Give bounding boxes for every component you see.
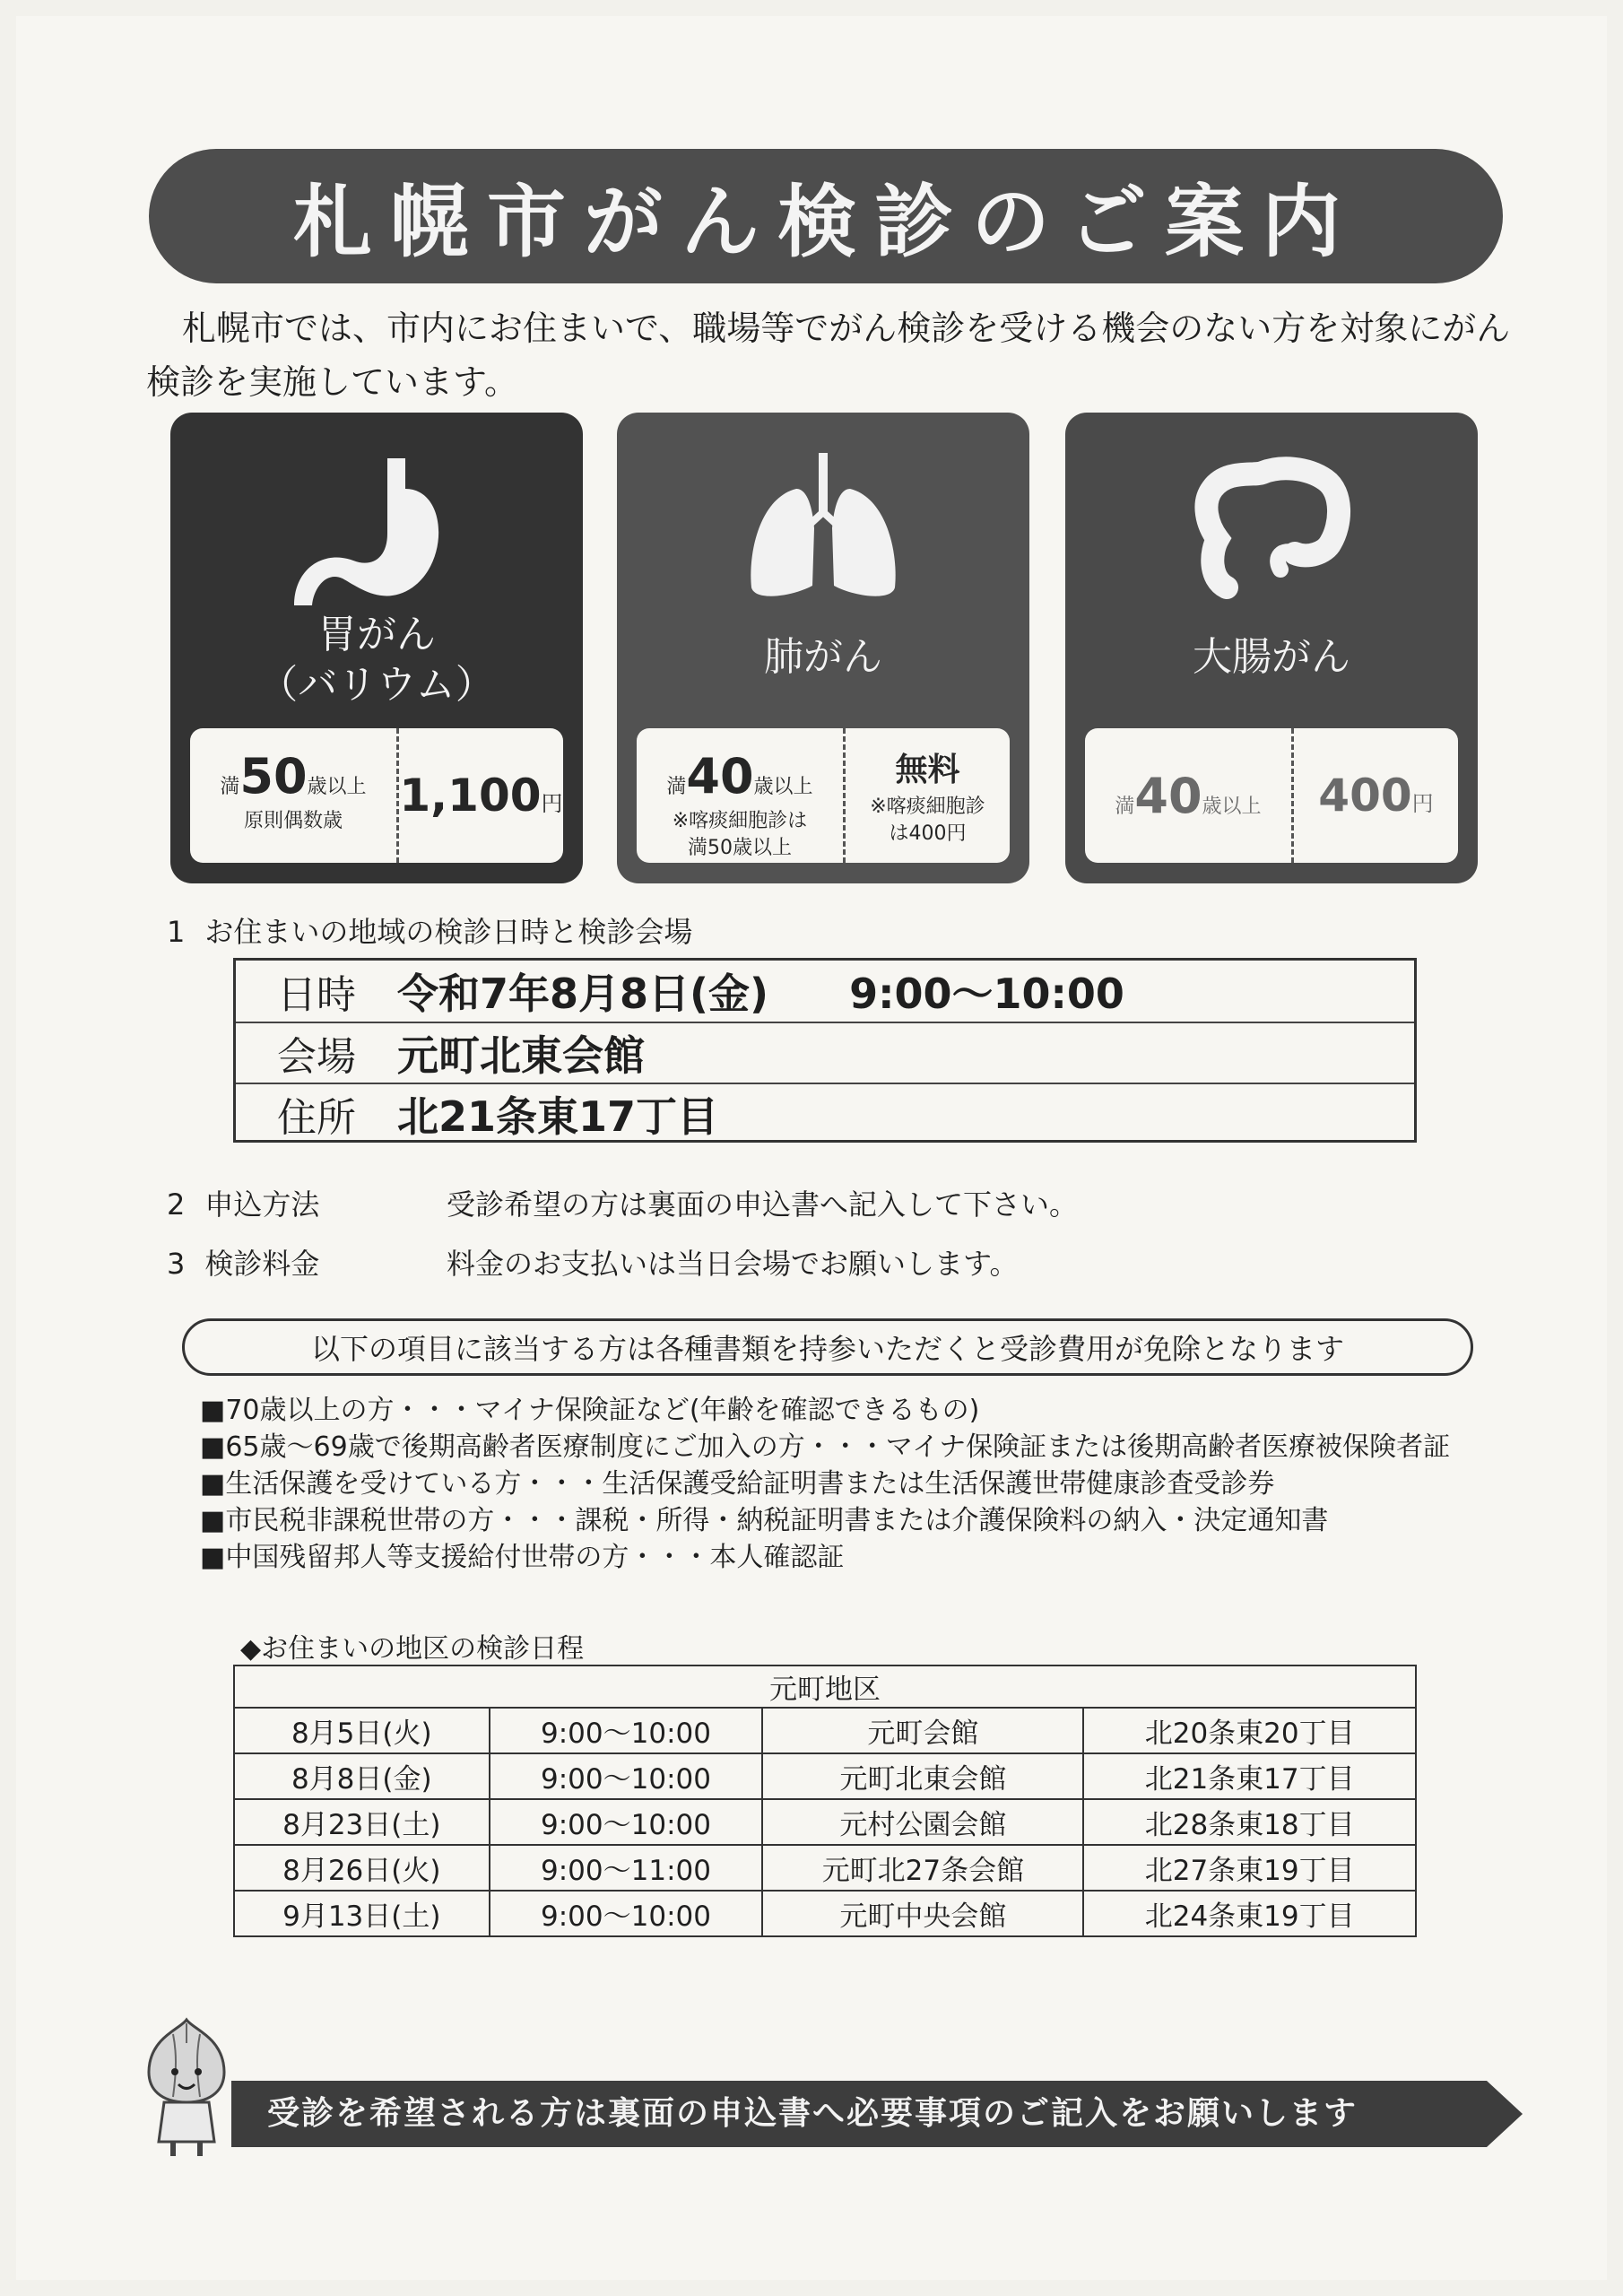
- table-row: 9月13日(土) 9:00〜10:00 元町中央会館 北24条東19丁目: [234, 1891, 1416, 1936]
- section-3-fee: 3 検診料金 料金のお支払いは当日会場でお願いします。: [167, 1247, 1019, 1281]
- list-item: ■中国残留邦人等支援給付世帯の方・・・本人確認証: [200, 1542, 845, 1573]
- schedule-row-datetime: 日時 令和7年8月8日(金) 9:00〜10:00: [277, 970, 1124, 1018]
- table-row: 8月5日(火) 9:00〜10:00 元町会館 北20条東20丁目: [234, 1708, 1416, 1753]
- card-colorectal-cancer: [1065, 413, 1478, 883]
- stomach-icon: [170, 453, 583, 632]
- list-item: ■65歳〜69歳で後期高齢者医療制度にご加入の方・・・マイナ保険証または後期高齢者医療被保険者証: [200, 1431, 1451, 1463]
- price: 1,100円: [399, 770, 563, 822]
- list-item: ■70歳以上の方・・・マイナ保険証など(年齢を確認できるもの): [200, 1395, 980, 1426]
- eligibility: 満40歳以上: [1085, 728, 1294, 863]
- section-1-heading: 1 お住まいの地域の検診日時と検診会場: [167, 915, 693, 949]
- intro-text: 札幌市では、市内にお住まいで、職場等でがん検診を受ける機会のない方を対象にがん検診を実施しています。: [146, 309, 1511, 402]
- card-stomach-cancer: [170, 413, 583, 883]
- fee-box: [637, 728, 1010, 863]
- price: 無料 ※喀痰細胞診 は400円: [870, 751, 985, 845]
- footer-text: 受診を希望される方は裏面の申込書へ必要事項のご記入をお願いします: [267, 2095, 1358, 2132]
- district-schedule-title: ◆お住まいの地区の検診日程: [240, 1633, 585, 1665]
- page-title: 札幌市がん検診のご案内: [292, 176, 1358, 268]
- price: 400円: [1318, 770, 1434, 822]
- schedule-row-address: 住所 北21条東17丁目: [236, 1083, 1414, 1144]
- lungs-icon: [617, 453, 1029, 632]
- fee-box: [1085, 728, 1458, 863]
- schedule-box: [233, 958, 1417, 1143]
- intestine-icon: [1065, 453, 1478, 632]
- table-row: 8月8日(金) 9:00〜10:00 元町北東会館 北21条東17丁目: [234, 1753, 1416, 1799]
- card-title: 大腸がん: [1193, 634, 1350, 680]
- title-banner: [149, 149, 1503, 283]
- eligibility: 満50歳以上 原則偶数歳: [190, 728, 399, 863]
- table-row: 8月23日(土) 9:00〜10:00 元村公園会館 北28条東18丁目: [234, 1799, 1416, 1845]
- exemption-list: [200, 1392, 1450, 1576]
- district-area: 元町地区: [234, 1665, 1416, 1708]
- flyer-page: [16, 16, 1607, 2280]
- card-lung-cancer: [617, 413, 1029, 883]
- section-2-application: 2 申込方法 受診希望の方は裏面の申込書へ記入して下さい。: [167, 1187, 1079, 1222]
- table-row: 8月26日(火) 9:00〜11:00 元町北27条会館 北27条東19丁目: [234, 1845, 1416, 1891]
- footer-banner: [231, 2081, 1523, 2147]
- schedule-row-venue: 会場 元町北東会館: [236, 1022, 1414, 1083]
- eligibility: 満40歳以上 ※喀痰細胞診は 満50歳以上: [637, 728, 846, 863]
- exemption-heading: 以下の項目に該当する方は各種書類を持参いただくと受診費用が免除となります: [182, 1318, 1473, 1376]
- card-title: 胃がん （バリウム）: [258, 612, 495, 708]
- mascot-illustration: [137, 2016, 236, 2160]
- district-schedule-table: [233, 1665, 1417, 1937]
- list-item: ■市民税非課税世帯の方・・・課税・所得・納税証明書または介護保険料の納入・決定通知書: [200, 1505, 1329, 1536]
- fee-box: [190, 728, 563, 863]
- card-title: 肺がん: [764, 634, 882, 680]
- list-item: ■生活保護を受けている方・・・生活保護受給証明書または生活保護世帯健康診査受診券: [200, 1468, 1275, 1500]
